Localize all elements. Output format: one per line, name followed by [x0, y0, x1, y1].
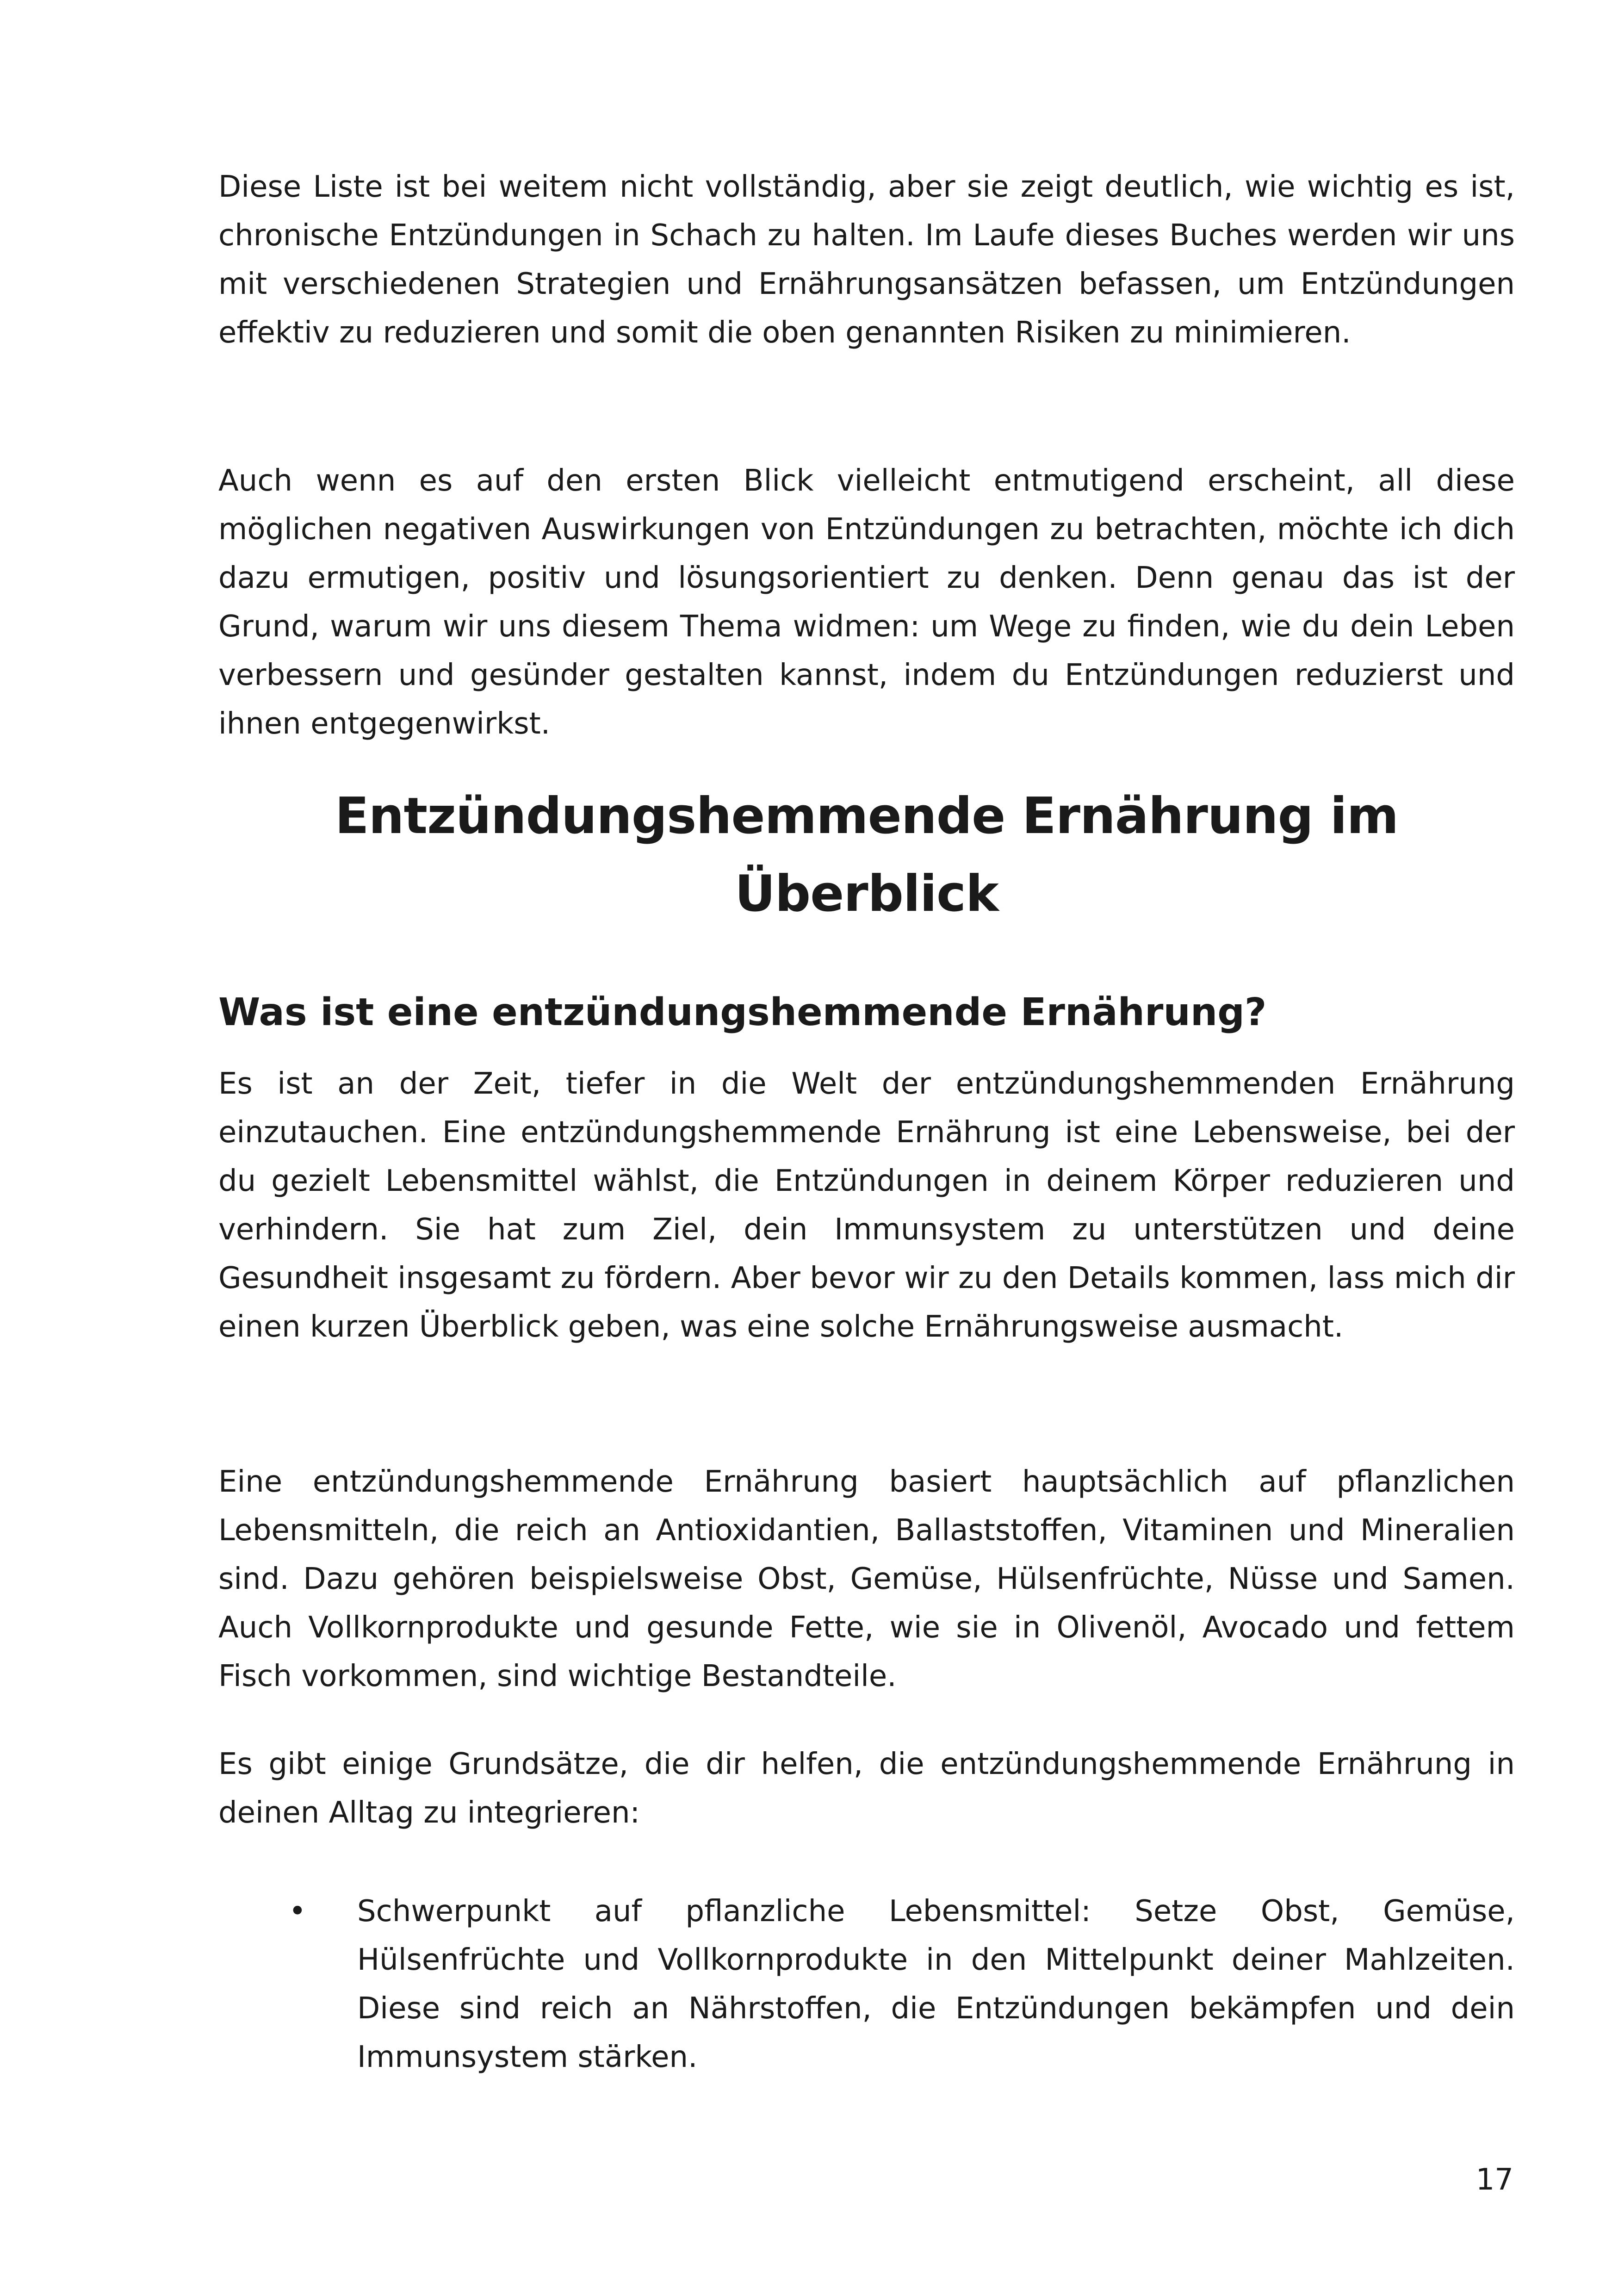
body-paragraph: Auch wenn es auf den ersten Blick vielleicht entmutigend erscheint, all diese möglichen negativen Auswirkungen von Entzündungen zu betrachten, möchte ich dich dazu ermutigen, positiv und lösungsorientiert zu denken. Denn genau das ist der Grund, warum wir uns diesem Thema widmen: um Wege zu finden, wie du dein Leben verbessern und gesünder gestalten kannst, indem du Entzündungen reduzierst und ihnen entgegenwirkst.: [218, 464, 1515, 741]
bullet-icon: •: [289, 1894, 306, 1929]
section-title: Was ist eine entzündungshemmende Ernährung?: [218, 990, 1267, 1034]
body-paragraph: Eine entzündungshemmende Ernährung basiert hauptsächlich auf pflanzlichen Lebensmitteln, die reich an Antioxidantien, Ballaststoffen, Vitaminen und Mineralien sind. Dazu gehören beispielsweise Obst, Gemüse, Hülsenfrüchte, Nüsse und Samen. Auch Vollkornprodukte und gesunde Fette, wie sie in Olivenöl, Avocado und fettem Fisch vorkommen, sind wichtige Bestandteile.: [218, 1465, 1515, 1693]
body-paragraph: Es gibt einige Grundsätze, die dir helfen, die entzündungshemmende Ernährung in deinen Alltag zu integrieren:: [218, 1747, 1515, 1830]
list-item: [218, 1887, 1515, 2082]
body-paragraph: Diese Liste ist bei weitem nicht vollständig, aber sie zeigt deutlich, wie wichtig es ist, chronische Entzündungen in Schach zu halten. Im Laufe dieses Buches werden wir uns mit verschiedenen Strategien und Ernährungsansätzen befassen, um Entzündungen effektiv zu reduzieren und somit die oben genannten Risiken zu minimieren.: [218, 170, 1515, 350]
bullet-list: [218, 1887, 1515, 2082]
chapter-title: Entzündungshemmende Ernährung im Überblick: [335, 787, 1399, 923]
list-item-text: Schwerpunkt auf pflanzliche Lebensmittel: Setze Obst, Gemüse, Hülsenfrüchte und Vollkornprodukte in den Mittelpunkt deiner Mahlzeiten. Diese sind reich an Nährstoffen, die Entzündungen bekämpfen und dein Immunsystem stärken.: [357, 1894, 1515, 2074]
body-paragraph: Es ist an der Zeit, tiefer in die Welt der entzündungshemmenden Ernährung einzutauchen. Eine entzündungshemmende Ernährung ist eine Lebensweise, bei der du gezielt Lebensmittel wählst, die Entzündungen in deinem Körper reduzieren und verhindern. Sie hat zum Ziel, dein Immunsystem zu unterstützen und deine Gesundheit insgesamt zu fördern. Aber bevor wir zu den Details kommen, lass mich dir einen kurzen Überblick geben, was eine solche Ernährungsweise ausmacht.: [218, 1067, 1515, 1344]
page-number: 17: [1475, 2163, 1513, 2197]
